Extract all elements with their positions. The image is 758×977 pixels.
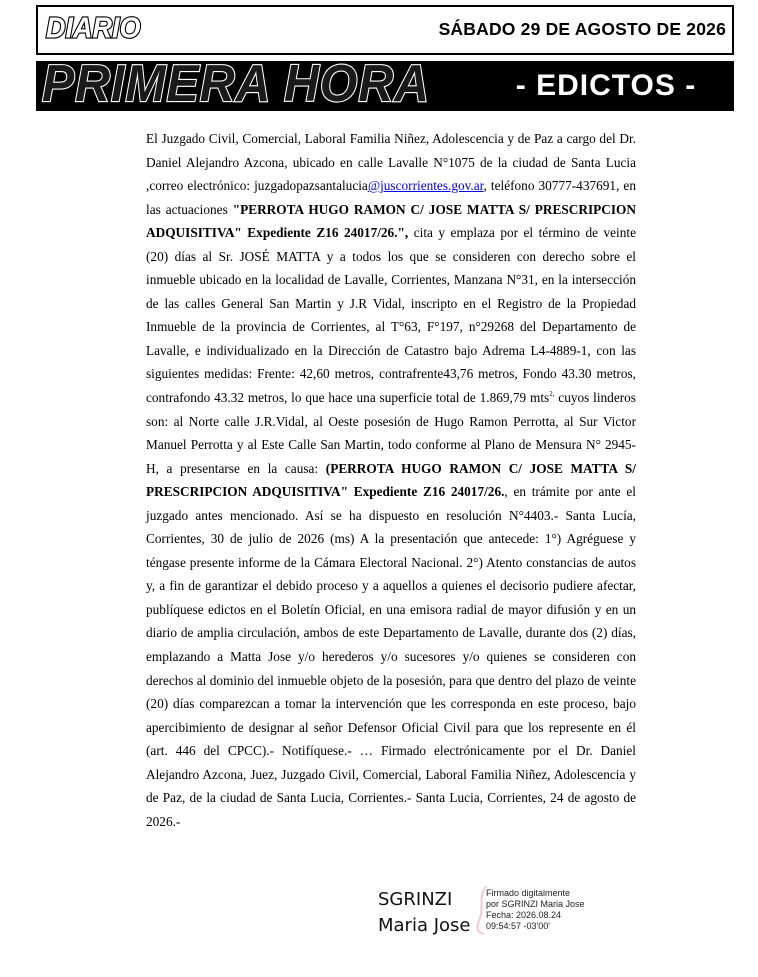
edict-text [146,127,636,833]
signature-given-name: Maria Jose [378,915,471,936]
signature-detail-line: por SGRINZI Maria Jose [486,899,585,909]
newspaper-logo [36,5,436,111]
publication-date: SÁBADO 29 DE AGOSTO DE 2026 [438,19,726,39]
case-title-bold: "PERROTA HUGO RAMON C/ JOSE MATTA S/ PRESCRIPCION ADQUISITIVA" Expediente Z16 24017/26.", [146,201,637,241]
signature-name [378,887,488,939]
logo-word-diario: DIARIO [46,11,141,44]
edict-intro: El Juzgado Civil, Comercial, Laboral Familia Niñez, Adolescencia y de Paz a cargo del Dr. Daniel Alejandro Azcona, ubicado en calle Lavalle N°1075 de la ciudad de Santa Lucia ,correo electrónico: juzgadopazsantalucia [146,131,636,194]
edict-boundaries-text: cuyos linderos son: al Norte calle J.R.Vidal, al Oeste posesión de Hugo Ramon Perrotta, al Sur Victor Manuel Perrotta y al Este Calle San Martin, todo conforme al Plano de Mensura N° 2945-H, a presentarse en la causa: [146,390,636,476]
masthead [36,5,734,111]
logo-word-primera-hora: PRIMERA HORA [42,55,430,111]
edict-resolution-text: , en trámite por ante el juzgado antes mencionado. Así se ha dispuesto en resolución N°4403.- Santa Lucía, Corrientes, 30 de julio de 2026 (ms) A la presentación que antecede: 1°) Agréguese y téngase presente informe de la Cámara Electoral Nacional. 2°) Atento constancias de autos y, a fin de garantizar el debido proceso y a aquellos a quienes el decisorio pudiere afectar, publíquese edictos en el Boletín Oficial, en una emisora radial de mayor difusión y en un diario de amplia circulación, ambos de este Departamento de Lavalle, durante dos (2) días, emplazando a Matta Jose y/o herederos y/o sucesores y/o quienes se consideren con derechos al dominio del inmueble objeto de la posesión, para que dentro del plazo de veinte (20) días comparezcan a tomar la intervención que les corresponda en este proceso, bajo apercibimiento de designar al señor Defensor Oficial Civil para que los represente en él (art. 446 del CPCC).- Notifíquese.- … Firmado electrónicamente por el Dr. Daniel Alejandro Azcona, Juez, Juzgado Civil, Comercial, Laboral Familia Niñez, Adolescencia y de Paz, de la ciudad de Santa Lucia, Corrientes.- Santa Lucia, Corrientes, 24 de agosto de 2026.- [146,484,637,829]
section-title: - EDICTOS - [515,69,697,102]
signature-time: 09:54:57 -03'00' [486,921,550,931]
signature-date: Fecha: 2026.08.24 [486,910,562,920]
edict-phone-text: , teléfono 30777-437691, en las actuaciones [146,178,636,217]
signature-surname: SGRINZI [378,889,453,910]
court-email-link[interactable]: @juscorrientes.gov.ar [367,178,484,194]
area-superscript: 2, [549,390,555,399]
signature-detail-line: Firmado digitalmente [486,888,571,898]
signature-details [486,888,626,932]
edict-summons-text: cita y emplaza por el término de veinte (20) días al Sr. JOSÉ MATTA y a todos los que se consideren con derecho sobre el inmueble ubicado en la localidad de Lavalle, Corrientes, Manzana N°31, en la intersección de las calles General San Martin y J.R Vidal, inscripto en el Registro de la Propiedad Inmueble de la provincia de Corrientes, al T°63, F°197, n°29268 del Departamento de Lavalle, e individualizado en la Dirección de Catastro bajo Adrema L4-4889-1, con las siguientes medidas: Frente: 42,60 metros, contrafrente43,76 metros, Fondo 43.30 metros, contrafondo 43.32 metros, lo que hace una superficie total de 1.869,79 mts [146,225,636,406]
case-title-bold-repeat: (PERROTA HUGO RAMON C/ JOSE MATTA S/ PRESCRIPCION ADQUISITIVA" Expediente Z16 24017/26. [146,460,636,500]
